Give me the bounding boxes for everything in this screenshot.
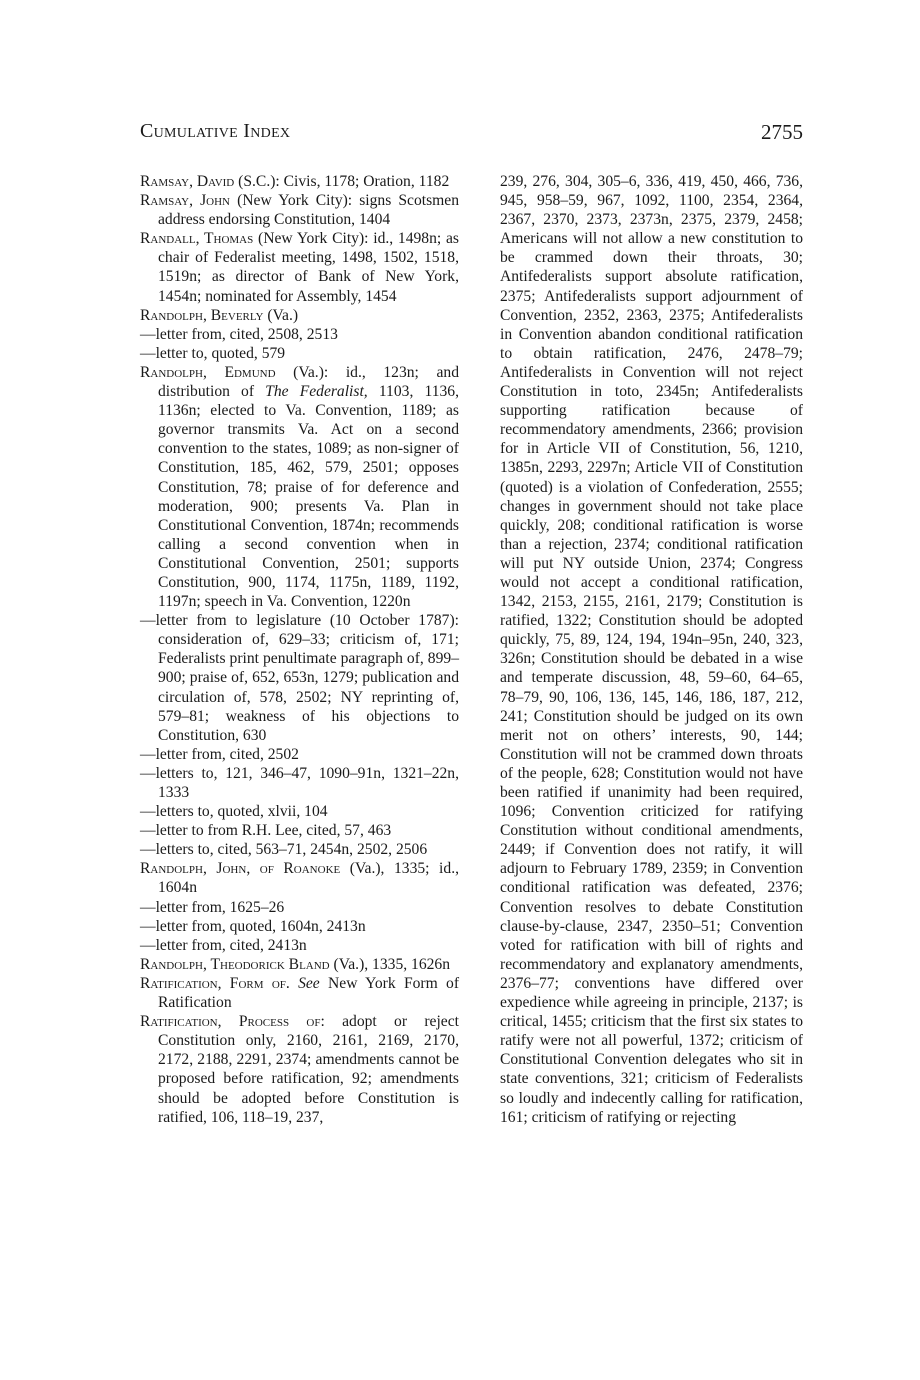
index-entry <box>140 955 459 974</box>
page-number: 2755 <box>761 120 803 144</box>
entry-text <box>290 975 298 992</box>
entry-headword: Ratification, Process of <box>140 1013 321 1031</box>
entry-italic-title: The Federalist, <box>265 383 368 401</box>
entry-text: —letter from, cited, 2413n <box>140 936 307 954</box>
entry-text: (S.C.): Civis, 1178; Oration, 1182 <box>234 173 450 190</box>
running-head: Cumulative Index <box>140 120 291 142</box>
entry-headword: Randall, Thomas <box>140 230 254 248</box>
entry-text: —letters to, 121, 346–47, 1090–91n, 1321–22n, 1333 <box>140 764 459 801</box>
index-entry <box>140 1012 459 1127</box>
entry-text: —letters to, cited, 563–71, 2454n, 2502, 2506 <box>140 841 428 859</box>
entry-text: —letter from, 1625–26 <box>140 898 285 916</box>
entry-text: —letter from to legislature (10 October 1787): consideration of, 629–33; criticism of, 171; Federalists print penultimate paragraph of, 899–900; praise of, 652, 653n, 1279; publication and circulation of, 578, 2502; NY reprinting of, 579–81; weakness of his objections to Constitution, 630 <box>140 612 459 744</box>
index-subentry <box>140 764 459 802</box>
entry-text: : adopt or reject Constitution only, 2160, 2161, 2169, 2170, 2172, 2188, 2291, 2374; amendments cannot be proposed before ratification, 92; amendments should be adopted before Constitution is ratified, 106, 118–19, 237, <box>158 1013 459 1126</box>
entry-headword: Ratification, Form of. <box>140 974 290 992</box>
entry-headword: Randolph, Beverly <box>140 306 264 324</box>
index-subentry <box>140 344 459 363</box>
index-entry <box>140 859 459 897</box>
index-subentry <box>140 821 459 840</box>
index-entry <box>140 172 459 191</box>
entry-text: (Va.), 1335; id., 1604n <box>158 860 459 897</box>
index-entry <box>140 363 459 611</box>
index-subentry <box>140 840 459 859</box>
entry-text: (New York City): id., 1498n; as chair of Federalist meeting, 1498, 1502, 1518, 1519n; as director of Bank of New York, 1454n; nominated for Assembly, 1454 <box>158 230 459 305</box>
entry-headword: Randolph, Edmund <box>140 363 276 381</box>
index-entry <box>140 191 459 229</box>
entry-text: —letter to from R.H. Lee, cited, 57, 463 <box>140 822 392 840</box>
index-entry-continuation: 239, 276, 304, 305–6, 336, 419, 450, 466, 736, 945, 958–59, 967, 1092, 1100, 2354, 2364, 2367, 2370, 2373, 2373n, 2375, 2379, 2458; Americans will not allow a new constitution to be crammed down their throats, 30; Antifederalists support absolute ratification, 2375; Antifederalists support adjournment of Convention, 2352, 2363, 2375; Antifederalists in Convention abandon conditional ratification to obtain ratification, 2476, 2478–79; Antifederalists in Convention will not reject Constitution in toto, 2345n; Antifederalists supporting ratification because of recommendatory amendments, 2366; provision for in Article VII of Constitution, 56, 1210, 1385n, 2293, 2297n; Article VII of Constitution (quoted) is a violation of Confederation, 2555; changes in government should not take place quickly, 208; conditional ratification is worse than a rejection, 2374; conditional ratification will put NY outside Union, 2374; Congress would not accept a conditional ratification, 1342, 2153, 2155, 2161, 2179; Constitution is ratified, 1322; Constitution should be adopted quickly, 75, 89, 124, 194, 194n–95n, 240, 323, 326n; Constitution should be debated in a wise and temperate discussion, 48, 59–60, 64–65, 78–79, 90, 106, 136, 145, 146, 186, 187, 212, 241; Constitution should be judged on its own merit not on others’ interests, 90, 144; Constitution will not be crammed down throats of the people, 628; Constitution would not have been ratified if unanimity had been required, 1096; Convention criticized for ratifying Constitution without conditional amendments, 2449; if Convention does not ratify, it will adjourn to February 1789, 2359; in Convention conditional ratification was defeated, 2376; Convention resolves to debate Constitution clause-by-clause, 2347, 2350–51; Convention voted for ratification with bill of rights and recommendatory and explanatory amendments, 2376–77; conventions have differed over expedience while agreeing in principle, 2137; is critical, 1455; criticism that the first six states to ratify were not all powerful, 1372; criticism of Constitutional Convention delegates who sit in state conventions, 321; criticism of Federalists so loudly and indecently calling for ratification, 161; criticism of ratifying or rejecting <box>500 173 803 1126</box>
entry-text: —letter from, quoted, 1604n, 2413n <box>140 917 366 935</box>
entry-text: (Va.) <box>263 306 299 324</box>
entry-headword: Ramsay, John <box>140 192 230 210</box>
index-subentry <box>140 745 459 764</box>
index-subentry <box>140 802 459 821</box>
entry-headword: Randolph, John, of Roanoke <box>140 860 341 878</box>
page-header <box>140 120 803 150</box>
entry-headword: Ramsay, David <box>140 173 235 190</box>
index-entry <box>140 306 459 325</box>
index-entry <box>140 974 459 1012</box>
index-column-right <box>500 172 803 1127</box>
entry-text: (New York City): signs Scotsmen address endorsing Constitution, 1404 <box>158 192 459 229</box>
entry-text: —letter to, quoted, 579 <box>140 344 286 362</box>
entry-text: —letters to, quoted, xlvii, 104 <box>140 803 328 821</box>
entry-headword: Randolph, Theodorick Bland <box>140 955 330 973</box>
index-subentry <box>140 611 459 745</box>
entry-text: (Va.), 1335, 1626n <box>329 955 451 973</box>
index-column-left <box>140 172 459 1127</box>
entry-italic-see: See <box>298 974 320 992</box>
entry-text: —letter from, cited, 2508, 2513 <box>140 325 338 343</box>
index-entry <box>140 229 459 305</box>
index-subentry <box>140 325 459 344</box>
index-subentry <box>140 917 459 936</box>
index-subentry <box>140 898 459 917</box>
index-subentry <box>140 936 459 955</box>
entry-text: (Va.): id., 123n; and distribution of <box>158 363 459 401</box>
entry-text: —letter from, cited, 2502 <box>140 745 299 763</box>
entry-text-continued: 1103, 1136, 1136n; elected to Va. Convention, 1189; as governor transmits Va. Act on a second convention to the states, 1089; as non-signer of Constitution, 185, 462, 579, 2501; opposes Constitution, 78; praise of for deference and moderation, 900; presents Va. Plan in Constitutional Convention, 1874n; recommends calling a second convention when in Constitutional Convention, 2501; supports Constitution, 900, 1174, 1175n, 1189, 1192, 1197n; speech in Va. Convention, 1220n <box>158 383 459 611</box>
entry-text-continued: New York Form of Ratification <box>158 974 460 1012</box>
